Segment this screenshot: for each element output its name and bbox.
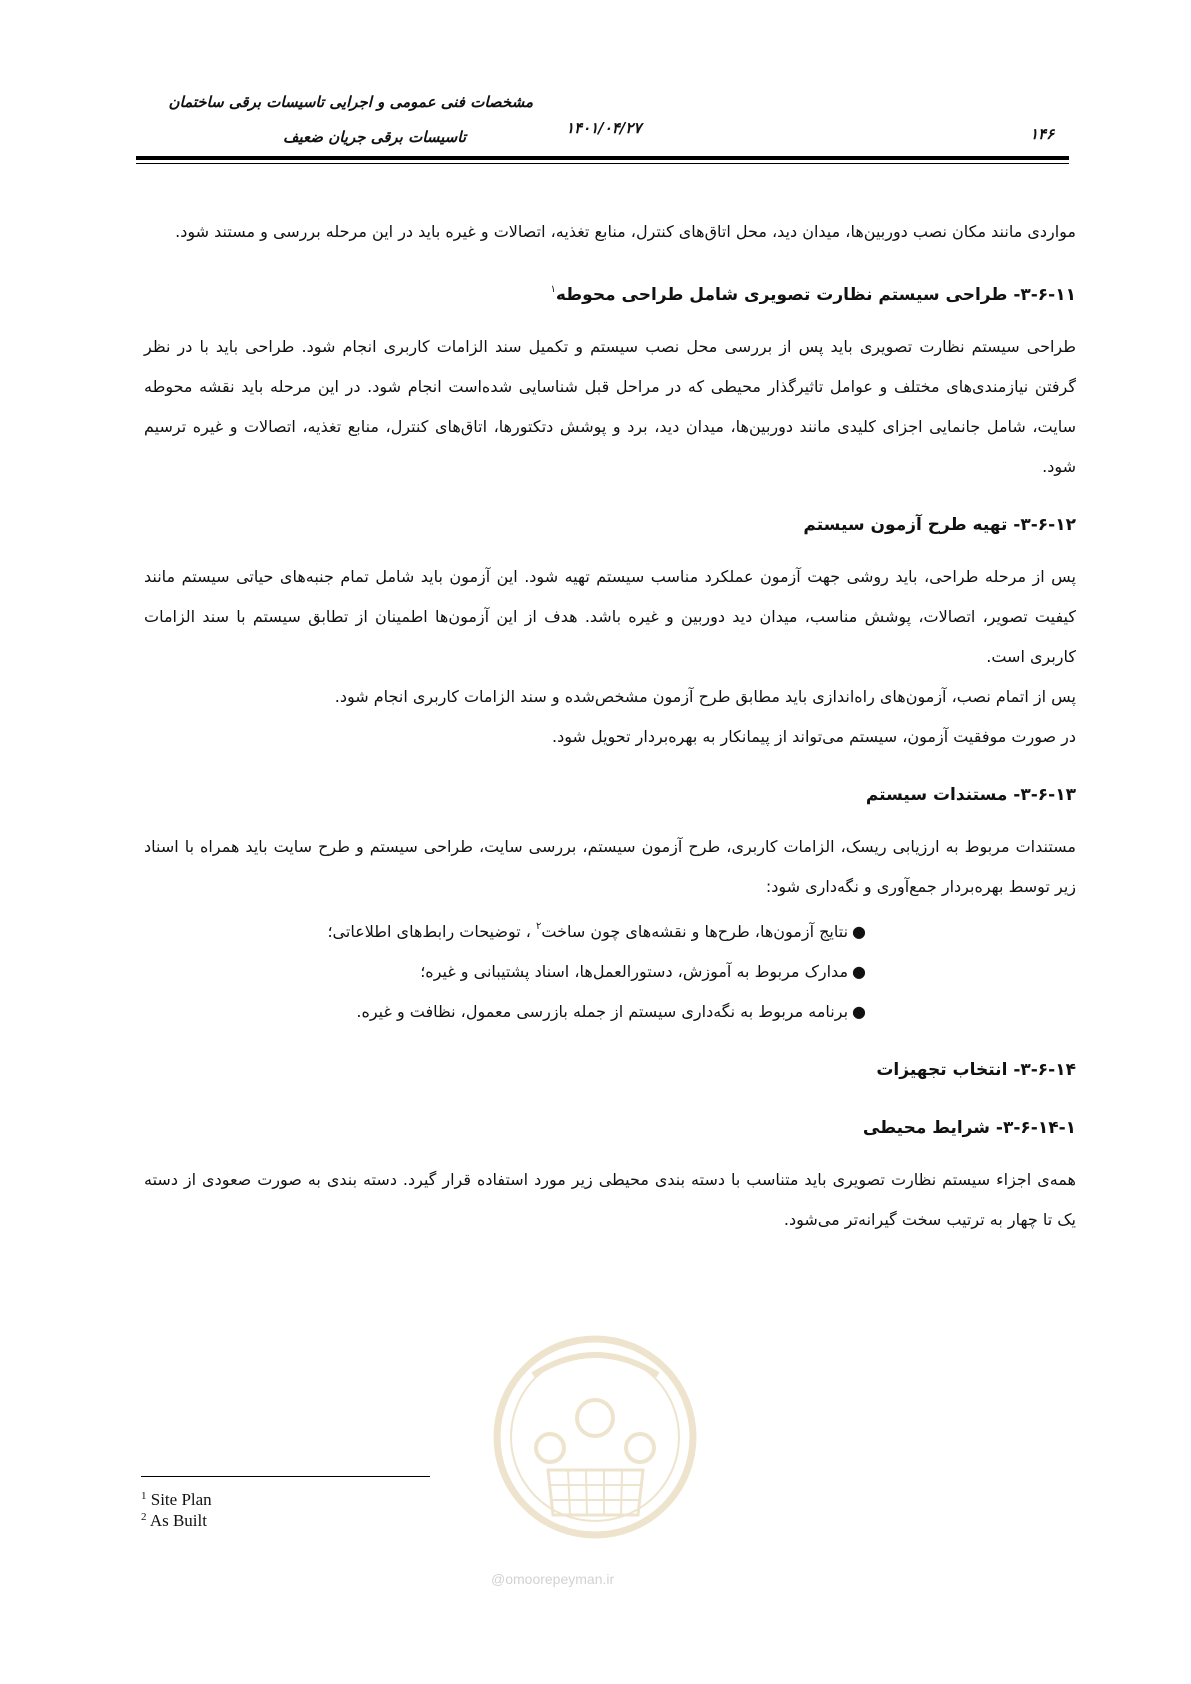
section-12-paragraph-2: پس از اتمام نصب، آزمون‌های راه‌اندازی باید مطابق طرح آزمون مشخص‌شده و سند الزامات کاربری انجام شود. — [334, 687, 1076, 706]
watermark-logo-icon — [488, 1320, 703, 1555]
header-title-line1: مشخصات فنی عمومی و اجرایی تاسیسات برقی ساختمان — [168, 93, 533, 111]
header-rule-thick — [136, 156, 1069, 160]
list-item — [144, 952, 866, 992]
page-number: ۱۴۶ — [1030, 125, 1055, 143]
section-13-heading: ۳-۶-۱۳- مستندات سیستم — [865, 785, 1076, 805]
footnote-ref-2: ۲ — [536, 921, 542, 932]
footnote-number: 1 — [141, 1490, 147, 1502]
list-item — [144, 992, 866, 1032]
section-14-heading: ۳-۶-۱۴- انتخاب تجهیزات — [876, 1060, 1076, 1080]
intro-paragraph: مواردی مانند مکان نصب دوربین‌ها، میدان دید، محل اتاق‌های کنترل، منابع تغذیه، اتصالات و غیره باید در این مرحله بررسی و مستند شود. — [175, 222, 1076, 241]
footnote-text: As Built — [149, 1511, 207, 1530]
footnote-ref-1: ۱ — [550, 284, 556, 295]
document-body — [144, 212, 1076, 1240]
section-14-1-heading: ۳-۶-۱۴-۱- شرایط محیطی — [862, 1118, 1076, 1138]
documents-list — [144, 907, 1076, 1032]
list-item-text: برنامه مربوط به نگه‌داری سیستم از جمله بازرسی معمول، نظافت و غیره. — [356, 1002, 849, 1021]
footnote-2 — [141, 1507, 207, 1531]
header-date: ۱۴۰۱/۰۴/۲۷ — [566, 119, 642, 137]
bullet-dot-icon: ● — [852, 922, 866, 941]
list-item — [144, 907, 866, 952]
section-12-heading: ۳-۶-۱۲- تهیه طرح آزمون سیستم — [803, 515, 1076, 535]
bullet-dot-icon: ● — [852, 1002, 866, 1021]
footnote-text: Site Plan — [150, 1490, 212, 1509]
section-13-paragraph: مستندات مربوط به ارزیابی ریسک، الزامات کاربری، طرح آزمون سیستم، بررسی سایت، طراحی سیستم و طرح سایت باید همراه با اسناد زیر توسط بهره‌بردار جمع‌آوری و نگه‌داری شود: — [144, 837, 1076, 896]
section-11-paragraph: طراحی سیستم نظارت تصویری باید پس از بررسی محل نصب سیستم و تکمیل سند الزامات کاربری انجام شود. طراحی باید با در نظر گرفتن نیازمندی‌های مختلف و عوامل تاثیرگذار محیطی که در مراحل قبل شناسایی شده‌است انجام شود. در این مرحله باید نقشه محوطه سایت، شامل جانمایی اجزای کلیدی مانند دوربین‌ها، میدان دید، برد و پوشش دتکتورها، اتاق‌های کنترل، منابع تغذیه، اتصالات و غیره ترسیم شود. — [144, 337, 1076, 476]
list-item-text: مدارک مربوط به آموزش، دستورالعمل‌ها، اسناد پشتیبانی و غیره؛ — [420, 962, 849, 981]
footnote-number: 2 — [141, 1511, 147, 1523]
header-title-line2: تاسیسات برقی جریان ضعیف — [282, 128, 466, 146]
watermark-url: @omoorepeyman.ir — [491, 1571, 615, 1587]
section-11-heading — [144, 270, 1076, 315]
section-11-heading-text: ۳-۶-۱۱- طراحی سیستم نظارت تصویری شامل طراحی محوطه — [555, 285, 1076, 305]
list-item-text-continued: ، توضیحات رابط‌های اطلاعاتی؛ — [327, 922, 537, 941]
list-item-text: نتایج آزمون‌ها، طرح‌ها و نقشه‌های چون ساخت — [541, 922, 849, 941]
section-12-paragraph-1: پس از مرحله طراحی، باید روشی جهت آزمون عملکرد مناسب سیستم تهیه شود. این آزمون باید شامل تمام جنبه‌های حیاتی سیستم مانند کیفیت تصویر، اتصالات، پوشش مناسب، میدان دید دوربین و غیره باشد. هدف از این آزمون‌ها اطمینان از تطابق سیستم با سند الزامات کاربری است. — [144, 567, 1076, 666]
section-14-1-paragraph: همه‌ی اجزاء سیستم نظارت تصویری باید متناسب با دسته بندی محیطی زیر مورد استفاده قرار گیرد. دسته بندی به صورت صعودی از دسته یک تا چهار به ترتیب سخت گیرانه‌تر می‌شود. — [144, 1170, 1076, 1229]
footnote-separator — [141, 1476, 430, 1477]
header-rule-thin — [136, 163, 1069, 164]
bullet-dot-icon: ● — [852, 962, 866, 981]
section-12-paragraph-3: در صورت موفقیت آزمون، سیستم می‌تواند از پیمانکار به بهره‌بردار تحویل شود. — [552, 727, 1076, 746]
